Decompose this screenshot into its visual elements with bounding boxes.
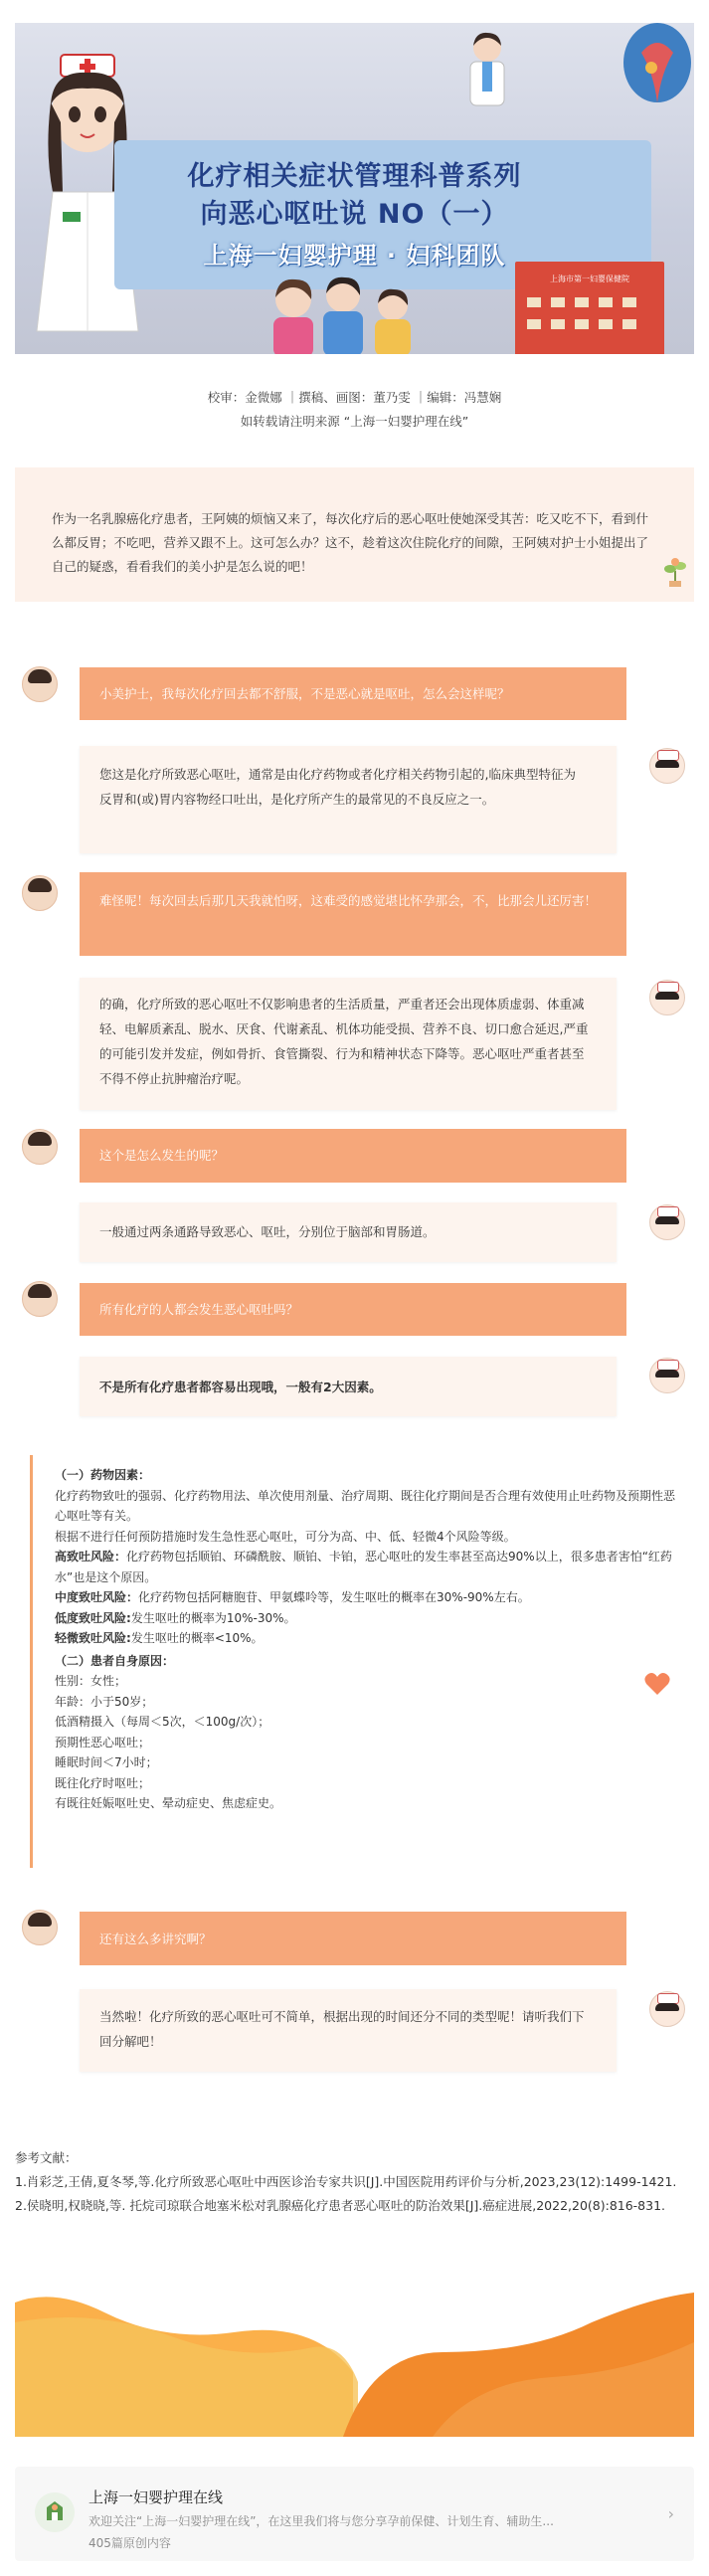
banner-title-line2: 向恶心呕吐说 NO（一） — [200, 199, 509, 230]
reference-item: 1.肖彩芝,王倩,夏冬琴,等.化疗所致恶心呕吐中西医诊治专家共识[J].中国医院用药评价与分析,2023,23(12):1499-1421. — [15, 2174, 677, 2189]
window — [551, 297, 565, 307]
moderate-risk-label: 中度致吐风险： — [55, 1590, 139, 1604]
window — [599, 319, 613, 329]
factors-section — [30, 1455, 686, 1868]
window — [575, 319, 589, 329]
nurse-avatar — [649, 1991, 685, 2027]
patient-factor-item: 预期性恶心呕吐； — [55, 1735, 151, 1749]
answer-text: 您这是化疗所致恶心呕吐，通常是由化疗药物或者化疗相关药物引起的,临床典型特征为反胃和(或)胃内容物经口吐出，是化疗所产生的最常见的不良反应之一。 — [99, 767, 576, 807]
patient-factor-item: 低酒精摄入（每周＜5次，＜100g/次）； — [55, 1715, 270, 1729]
intro-text: 作为一名乳腺癌化疗患者，王阿姨的烦恼又来了，每次化疗后的恶心呕吐使她深受其苦：吃又吃不下，看到什么都反胃；不吃吧，营养又跟不上。这可怎么办？这不，趁着这次住院化疗的间隙，王阿姨对护士小姐提出了自己的疑惑，看看我们的美小护是怎么说的吧！ — [52, 511, 649, 574]
patient-avatar — [22, 1129, 58, 1165]
answer-text: 当然啦！化疗所致的恶心呕吐可不简单，根据出现的时间还分不同的类型呢！请听我们下回分解吧！ — [99, 2009, 585, 2049]
banner-title-line1: 化疗相关症状管理科普系列 — [187, 161, 522, 192]
high-risk-text: 化疗药物包括顺铂、环磷酰胺、顺铂、卡铂，恶心呕吐的发生率甚至高达90%以上，很多患者害怕“红药水”也是这个原因。 — [55, 1550, 672, 1584]
nurse-avatar — [649, 1358, 685, 1393]
window — [527, 297, 541, 307]
patient-avatar — [22, 1910, 58, 1945]
window — [551, 319, 565, 329]
nurse-answer-bubble — [80, 1989, 617, 2072]
patient-factor-item: 年龄：小于50岁； — [55, 1694, 154, 1709]
nurse-answer-bubble — [80, 978, 617, 1110]
window — [599, 297, 613, 307]
patient-question-bubble — [80, 1912, 626, 1965]
moderate-risk-item — [55, 1587, 686, 1608]
patient-question-bubble — [80, 1129, 626, 1183]
minimal-risk-item — [55, 1628, 686, 1649]
heart-icon — [644, 1672, 670, 1696]
hospital-sign: 上海市第一妇婴保健院 — [550, 275, 629, 283]
intro-paragraph — [15, 467, 694, 602]
question-text: 所有化疗的人都会发生恶心呕吐吗？ — [99, 1302, 299, 1317]
high-risk-item — [55, 1547, 686, 1587]
patient-factors-heading: （二）患者自身原因： — [55, 1653, 175, 1668]
decorative-waves — [15, 2293, 694, 2437]
nurse-answer-bubble — [80, 1202, 617, 1262]
window — [622, 319, 636, 329]
patient-question-bubble — [80, 1283, 626, 1336]
nurse-answer-bubble — [80, 1357, 617, 1416]
patient-factor-item: 性别：女性； — [55, 1674, 127, 1688]
high-risk-label: 高致吐风险： — [55, 1550, 127, 1564]
patient-factor-item: 既往化疗时呕吐； — [55, 1775, 151, 1790]
patient-question-bubble — [80, 667, 626, 720]
account-card[interactable] — [15, 2467, 694, 2561]
patient-factor-item: 睡眠时间＜7小时； — [55, 1755, 158, 1769]
minimal-risk-text: 发生呕吐的概率<10%。 — [130, 1631, 264, 1645]
minimal-risk-label: 轻微致吐风险: — [55, 1631, 131, 1645]
low-risk-text: 发生呕吐的概率为10%-30%。 — [130, 1610, 296, 1625]
account-description: 欢迎关注“上海一妇婴护理在线”，在这里我们将与您分享孕前保健、计划生育、辅助生... — [89, 2514, 554, 2528]
drug-factors-text: 化疗药物致吐的强弱、化疗药物用法、单次使用剂量、治疗周期、既往化疗期间是否合理有效使用止吐药物及预期性恶心呕吐等有关。 — [55, 1488, 676, 1523]
anatomy-illustration — [621, 23, 694, 142]
chevron-right-icon: › — [667, 2504, 674, 2523]
account-name: 上海一妇婴护理在线 — [89, 2488, 224, 2506]
article-count: 405篇原创内容 — [89, 2536, 171, 2550]
low-risk-label: 低度致吐风险: — [55, 1610, 131, 1625]
patient-avatar — [22, 875, 58, 911]
window — [527, 319, 541, 329]
patient-question-bubble — [80, 872, 626, 956]
window — [622, 297, 636, 307]
patient-avatar — [22, 1281, 58, 1317]
answer-text: 的确，化疗所致的恶心呕吐不仅影响患者的生活质量，严重者还会出现体质虚弱、体重减轻、电解质紊乱、脱水、厌食、代谢紊乱、机体功能受损、营养不良、切口愈合延迟,严重的可能引发并发症，例如骨折、食管撕裂、行为和精神状态下降等。恶心呕吐严重者甚至不得不停止抗肿瘤治疗呢。 — [99, 997, 589, 1086]
credits-line: 校审：金微娜 ｜撰稿、画图：董乃雯 ｜编辑：冯慧娴 — [207, 390, 502, 405]
plant-icon — [662, 557, 688, 587]
window — [575, 297, 589, 307]
nurse-answer-bubble — [80, 746, 617, 853]
repost-notice: 如转载请注明来源 “上海一妇婴护理在线” — [240, 414, 469, 429]
moderate-risk-text: 化疗药物包括阿糖胞苷、甲氨蝶呤等，发生呕吐的概率在30%-90%左右。 — [138, 1590, 530, 1604]
hospital-illustration — [515, 262, 664, 354]
nurse-avatar — [649, 748, 685, 784]
cover-banner — [15, 23, 694, 354]
question-text: 还有这么多讲究啊？ — [99, 1932, 212, 1946]
risk-levels-text: 根据不进行任何预防措施时发生急性恶心呕吐，可分为高、中、低、轻微4个风险等级。 — [55, 1529, 516, 1544]
low-risk-item — [55, 1608, 686, 1629]
nurse-avatar — [649, 1204, 685, 1240]
patient-avatar — [22, 666, 58, 702]
answer-text: 一般通过两条通路导致恶心、呕吐，分别位于脑部和胃肠道。 — [99, 1224, 436, 1239]
references — [15, 2146, 694, 2218]
drug-factors-heading: （一）药物因素： — [55, 1468, 151, 1482]
doctor-illustration — [452, 28, 522, 107]
references-heading: 参考文献： — [15, 2150, 78, 2165]
banner-subtitle: 上海一妇婴护理 · 妇科团队 — [203, 242, 506, 270]
family-illustration — [254, 272, 423, 354]
question-text: 这个是怎么发生的呢？ — [99, 1148, 225, 1163]
question-text: 难怪呢！每次回去后那几天我就怕呀，这难受的感觉堪比怀孕那会，不，比那会儿还厉害！ — [99, 893, 598, 908]
reference-item: 2.侯晓明,权晓晓,等. 托烷司琼联合地塞米松对乳腺癌化疗患者恶心呕吐的防治效果[J].癌症进展,2022,20(8):816-831. — [15, 2198, 666, 2213]
question-text: 小美护士，我每次化疗回去都不舒服，不是恶心就是呕吐，怎么会这样呢？ — [99, 686, 510, 701]
account-logo — [35, 2492, 75, 2532]
answer-text: 不是所有化疗患者都容易出现哦，一般有2大因素。 — [99, 1380, 382, 1394]
patient-factor-item: 有既往妊娠呕吐史、晕动症史、焦虑症史。 — [55, 1796, 282, 1810]
nurse-avatar — [649, 980, 685, 1015]
